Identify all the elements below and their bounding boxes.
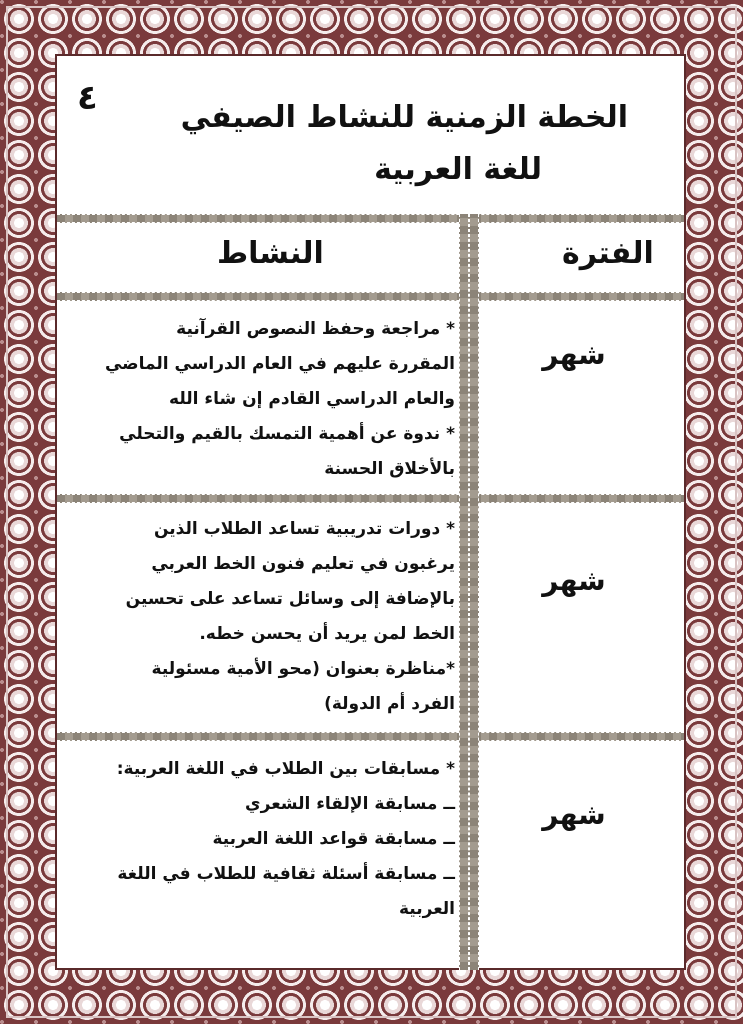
row-1-activity [69, 312, 455, 487]
row-2-line-4: الخط لمن يريد أن يحسن خطه. [199, 624, 455, 644]
table-top-border [57, 214, 684, 223]
row-2-activity [69, 512, 455, 722]
row-3-line-2: ــ مسابقة الإلقاء الشعري [245, 794, 455, 814]
header-row-divider [57, 292, 684, 301]
row-2-line-3: بالإضافة إلى وسائل تساعد على تحسين [125, 589, 455, 609]
row-1-line-4: * ندوة عن أهمية التمسك بالقيم والتحلي [119, 424, 455, 444]
row-3-line-4: ــ مسابقة أسئلة ثقافية للطلاب في اللغة [117, 864, 455, 884]
row-2-period: شهر [542, 564, 606, 597]
row-3-line-3: ــ مسابقة قواعد اللغة العربية [212, 829, 455, 849]
row-2-line-5: *مناظرة بعنوان (محو الأمية مسئولية [151, 659, 455, 679]
page-number: ٤ [77, 78, 98, 118]
page-title [168, 92, 628, 196]
column-divider-right [469, 214, 479, 970]
header-activity: النشاط [217, 236, 324, 271]
document-panel [55, 54, 686, 970]
column-divider-left [459, 214, 469, 970]
row-1-line-2: المقررة عليهم في العام الدراسي الماضي [104, 354, 455, 374]
row-1-line-5: بالأخلاق الحسنة [324, 459, 455, 479]
row-divider-1 [57, 494, 684, 503]
row-2-line-6: الفرد أم الدولة) [324, 694, 455, 714]
header-period: الفترة [562, 236, 654, 271]
row-1-period: شهر [542, 338, 606, 371]
row-1-line-1: * مراجعة وحفظ النصوص القرآنية [176, 319, 455, 339]
row-2-line-2: يرغبون في تعليم فنون الخط العربي [151, 554, 455, 574]
row-3-activity [69, 752, 455, 927]
row-3-line-5: العربية [398, 899, 455, 919]
row-3-period: شهر [542, 798, 606, 831]
row-divider-2 [57, 732, 684, 741]
row-2-line-1: * دورات تدريبية تساعد الطلاب الذين [153, 519, 455, 539]
title-line-2: للغة العربية [374, 152, 542, 187]
title-line-1: الخطة الزمنية للنشاط الصيفي [180, 100, 628, 135]
row-3-line-1: * مسابقات بين الطلاب في اللغة العربية: [116, 759, 455, 779]
row-1-line-3: والعام الدراسي القادم إن شاء الله [169, 389, 455, 409]
